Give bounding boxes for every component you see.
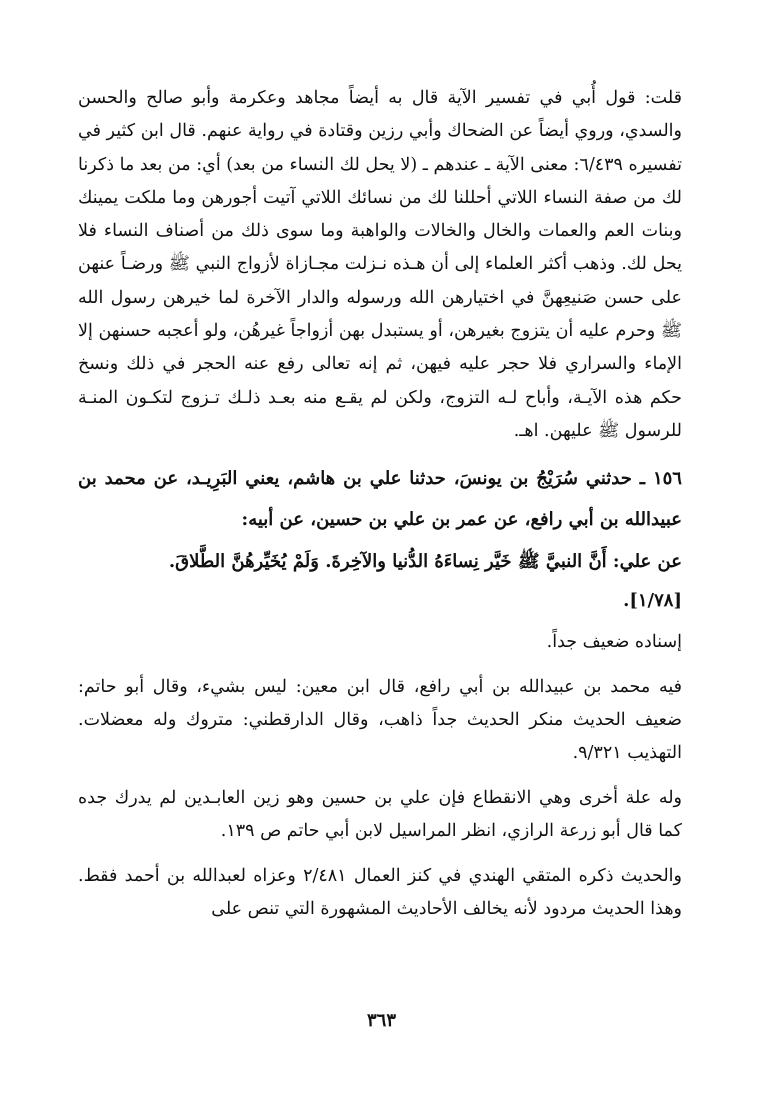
hadith-reference: [١/٧٨].: [623, 590, 682, 612]
hadith-chain-text: حدثني سُرَيْجُ بن يونسَ، حدثنا علي بن هاشم، يعني البَرِيـد، عن محمد بن عبيدالله بن أبي رافع، عن عمر بن علي بن حسين، عن أبيه:: [78, 468, 682, 531]
note-paragraph: والحديث ذكره المتقي الهندي في كنز العمال ٢/٤٨١ وعزاه لعبدالله بن أحمد فقط. وهذا الحديث مردود لأنه يخالف الأحاديث المشهورة التي تنص على: [78, 866, 682, 920]
page-body: [78, 82, 682, 938]
hadith-matn: عن علي: أَنَّ النبيَّ ﷺ خَيَّر نِساءَهُ الدُّنيا والآخِرةَ. وَلَمْ يُخَيِّرهُنَّ الطَّلاقَ.: [168, 551, 682, 573]
hadith-chain: [78, 458, 682, 540]
hadith-text: [78, 542, 682, 620]
note-paragraph: فيه محمد بن عبيدالله بن أبي رافع، قال ابن معين: ليس بشيء، وقال أبو حاتم: ضعيف الحديث منكر الحديث جداً ذاهب، وقال الدارقطني: متروك وله معضلات. التهذيب ٩/٣٢١.: [78, 677, 682, 764]
note-paragraph: وله علة أخرى وهي الانقطاع فإن علي بن حسين وهو زين العابـدين لم يدرك جده كما قال أبو زرعة الرازي، انظر المراسيل لابن أبي حاتم ص ١٣٩.: [78, 788, 682, 842]
commentary-paragraph: قلت: قول أُبي في تفسير الآية قال به أيضاً مجاهد وعكرمة وأبو صالح والحسن والسدي، وروي أيضاً عن الضحاك وأبي رزين وقتادة في رواية عنهم. قال ابن كثير في تفسيره ٦/٤٣٩: معنى الآية ـ عندهم ـ (لا يحل لك النساء من بعد) أي: من بعد ما ذكرنا لك من صفة النساء اللاتي أحللنا لك من نسائك اللاتي آتيت أجورهن وما ملكت يمينك وبنات العم والعمات والخال والخالات والواهبة وما سوى ذلك من أصناف النساء فلا يحل لك. وذهب أكثر العلماء إلى أن هـذه نـزلت مجـازاة لأزواج النبي ﷺ ورضـاً عنهن على حسن صَنيعِهنَّ في اختيارهن الله ورسوله والدار الآخرة لما خيرهن رسول الله ﷺ وحرم عليه أن يتزوج بغيرهن، أو يستبدل بهن أزواجاً غيرهُن، ولو أعجبه حسنهن إلا الإماء والسراري فلا حجر عليه فيهن، ثم إنه تعالى رفع عنه الحجر في ذلك ونسخ حكم هذه الآيـة، وأباح لـه التزوج، ولكن لم يقـع منه بعـد ذلـك تـزوج لتكـون المنـة للرسول ﷺ عليهن. اهـ.: [78, 88, 682, 441]
grading-line: إسناده ضعيف جداً.: [546, 632, 682, 653]
hadith-number: ١٥٦ ـ: [639, 468, 682, 490]
page-number: ٣٦٣: [366, 1010, 396, 1031]
